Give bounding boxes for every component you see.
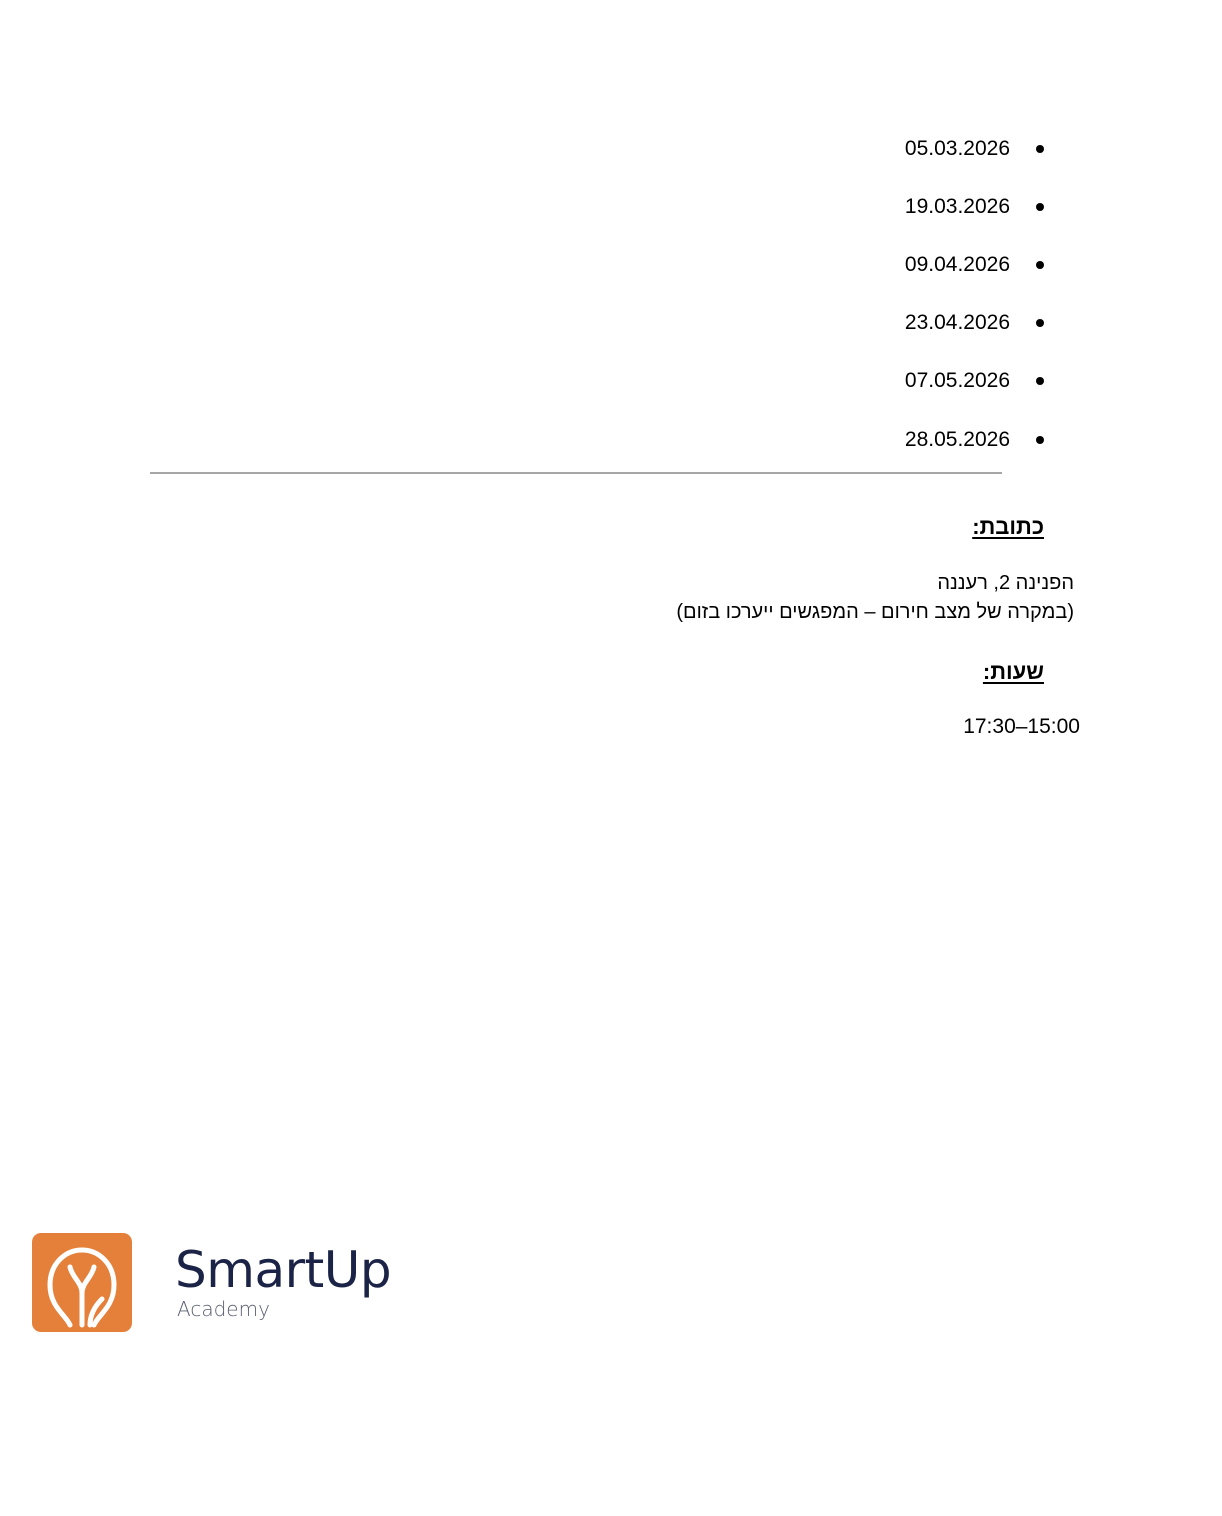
smartup-logo	[32, 1233, 412, 1333]
date-item	[860, 250, 1050, 280]
logo-name: SmartUp	[175, 1241, 392, 1299]
date-text: 19.03.2026	[904, 195, 1010, 218]
address-heading: כתובת:	[972, 514, 1044, 539]
address-line: הפנינה 2, רעננה	[937, 572, 1074, 594]
date-text: 05.03.2026	[904, 137, 1010, 160]
date-item	[860, 366, 1050, 396]
date-item	[860, 425, 1050, 455]
hours-heading: שעות:	[982, 659, 1044, 684]
date-item	[860, 192, 1050, 222]
date-text: 07.05.2026	[904, 369, 1010, 392]
tree-icon	[32, 1233, 132, 1332]
section-divider	[150, 472, 1002, 474]
bullet-icon	[1036, 145, 1044, 153]
date-text: 23.04.2026	[904, 311, 1010, 334]
date-item	[860, 308, 1050, 338]
bullet-icon	[1036, 261, 1044, 269]
date-item	[860, 134, 1050, 164]
bullet-icon	[1036, 436, 1044, 444]
bullet-icon	[1036, 319, 1044, 327]
bullet-icon	[1036, 377, 1044, 385]
logo-subtitle: Academy	[177, 1297, 270, 1321]
date-text: 09.04.2026	[904, 253, 1010, 276]
bullet-icon	[1036, 203, 1044, 211]
date-text: 28.05.2026	[904, 428, 1010, 451]
address-note: (במקרה של מצב חירום – המפגשים ייערכו בזום)	[676, 601, 1074, 623]
hours-value: 17:30–15:00	[963, 715, 1080, 738]
